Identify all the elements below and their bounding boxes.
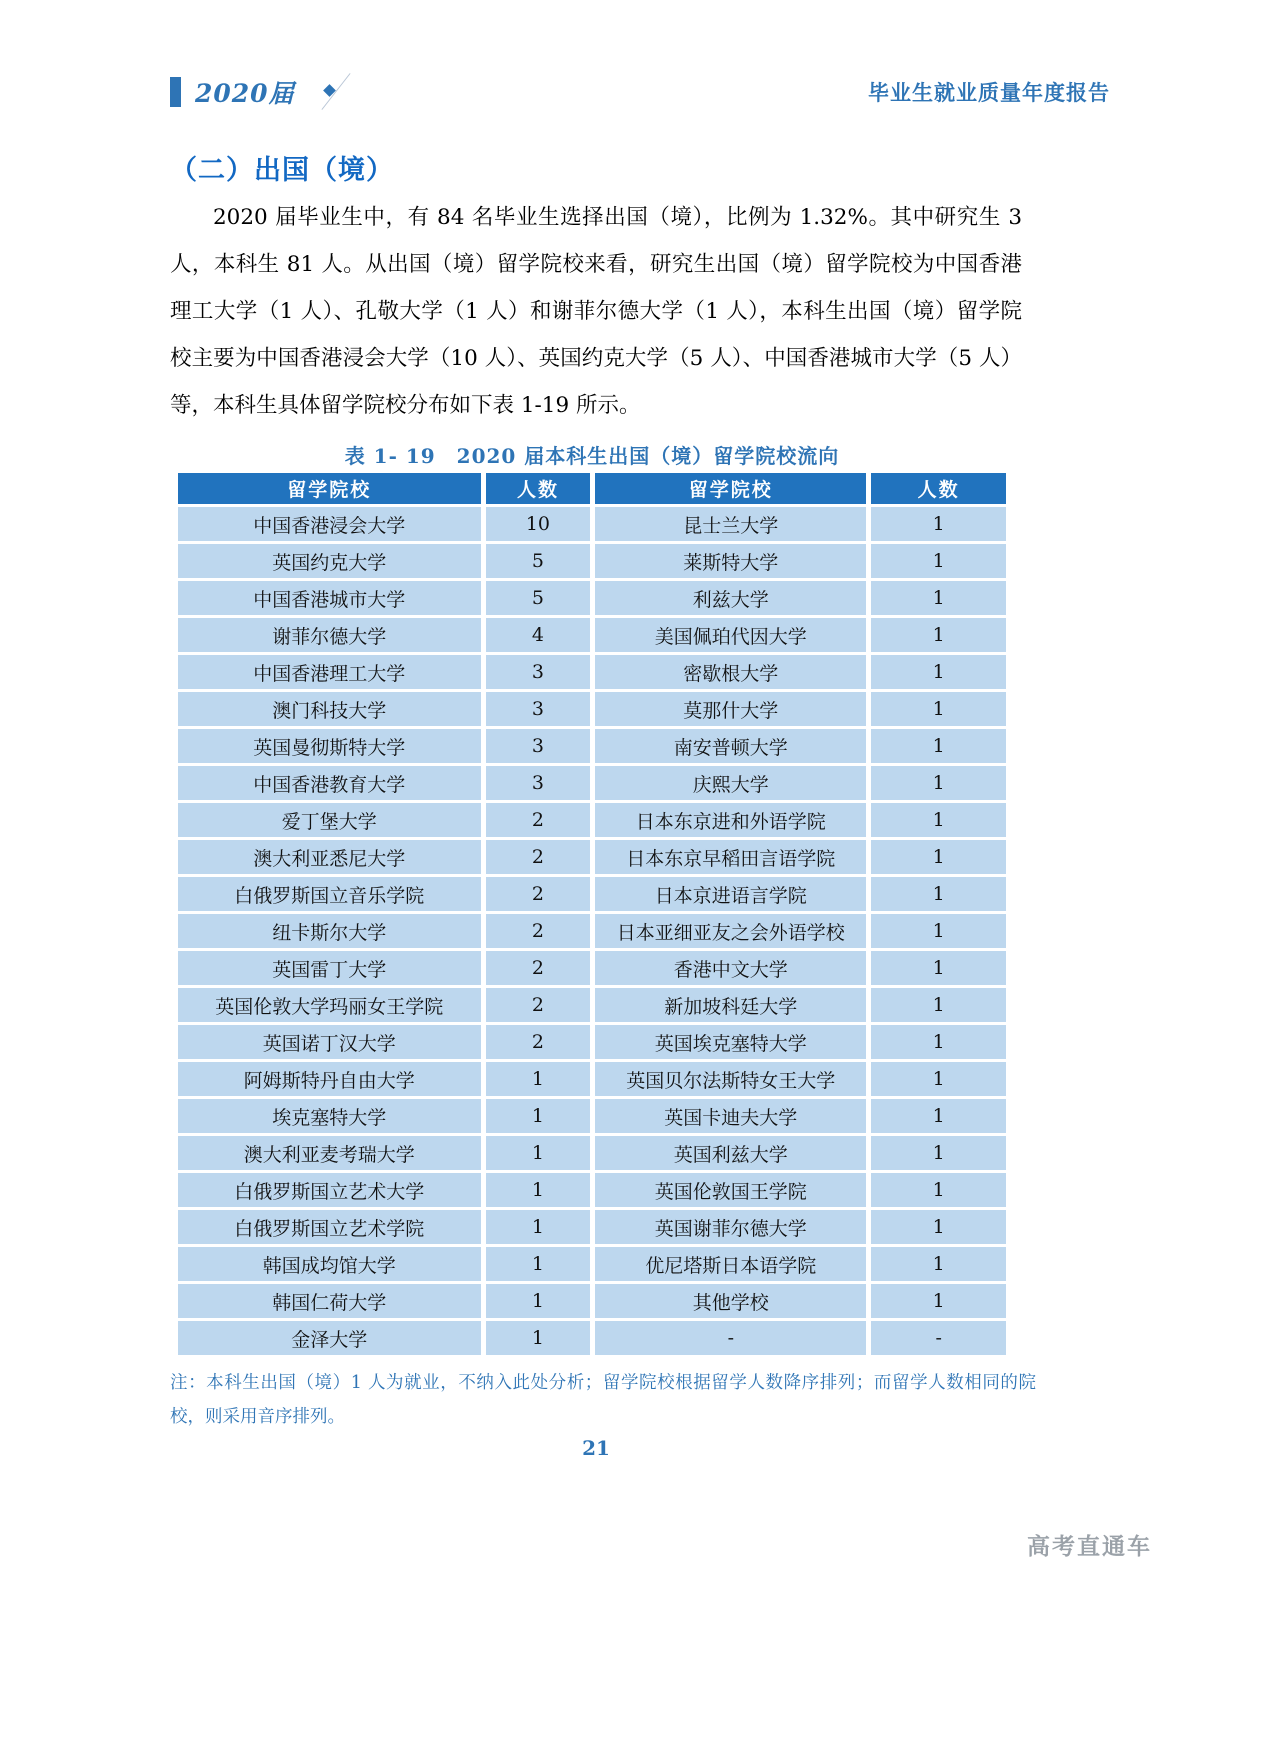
school-cell: 中国香港教育大学 <box>178 766 481 800</box>
count-cell: 1 <box>486 1136 591 1170</box>
count-cell: 1 <box>486 1210 591 1244</box>
count-cell: 3 <box>486 766 591 800</box>
count-cell: 1 <box>486 1062 591 1096</box>
table-row <box>178 729 1006 763</box>
school-cell: 香港中文大学 <box>595 951 866 985</box>
school-cell: 金泽大学 <box>178 1321 481 1355</box>
school-cell: 日本亚细亚友之会外语学校 <box>595 914 866 948</box>
table-row <box>178 803 1006 837</box>
count-cell: 1 <box>871 692 1006 726</box>
school-cell: 澳大利亚悉尼大学 <box>178 840 481 874</box>
table-row <box>178 877 1006 911</box>
section-title: （二）出国（境） <box>170 155 394 186</box>
count-cell: 1 <box>871 1099 1006 1133</box>
count-cell: 1 <box>486 1321 591 1355</box>
school-cell: 英国贝尔法斯特女王大学 <box>595 1062 866 1096</box>
school-cell: 澳大利亚麦考瑞大学 <box>178 1136 481 1170</box>
table-row <box>178 1284 1006 1318</box>
school-cell: 白俄罗斯国立音乐学院 <box>178 877 481 911</box>
table-row <box>178 581 1006 615</box>
count-cell: 1 <box>871 1025 1006 1059</box>
table-row <box>178 766 1006 800</box>
page-number: 21 <box>582 1436 610 1460</box>
count-cell: 1 <box>871 1136 1006 1170</box>
school-cell: 中国香港理工大学 <box>178 655 481 689</box>
count-cell: 1 <box>871 507 1006 541</box>
count-cell: 2 <box>486 951 591 985</box>
school-cell: 韩国仁荷大学 <box>178 1284 481 1318</box>
table-row <box>178 544 1006 578</box>
school-cell: 英国约克大学 <box>178 544 481 578</box>
school-cell: 中国香港城市大学 <box>178 581 481 615</box>
school-cell: 英国卡迪夫大学 <box>595 1099 866 1133</box>
school-cell: 阿姆斯特丹自由大学 <box>178 1062 481 1096</box>
count-cell: 1 <box>871 1062 1006 1096</box>
school-cell: 澳门科技大学 <box>178 692 481 726</box>
school-cell: 韩国成均馆大学 <box>178 1247 481 1281</box>
table-row <box>178 1321 1006 1355</box>
slash-decoration-icon <box>309 72 357 112</box>
school-cell: 英国雷丁大学 <box>178 951 481 985</box>
table-row <box>178 951 1006 985</box>
school-cell: 英国谢菲尔德大学 <box>595 1210 866 1244</box>
count-cell: 1 <box>871 655 1006 689</box>
table-header-row <box>178 473 1006 504</box>
count-cell: 1 <box>871 544 1006 578</box>
report-title: 毕业生就业质量年度报告 <box>868 81 1110 105</box>
header-school-right: 留学院校 <box>595 473 866 504</box>
table-row <box>178 618 1006 652</box>
header-school-left: 留学院校 <box>178 473 481 504</box>
count-cell: 1 <box>871 1210 1006 1244</box>
count-cell: 1 <box>871 988 1006 1022</box>
count-cell: 1 <box>486 1247 591 1281</box>
school-cell: 白俄罗斯国立艺术大学 <box>178 1173 481 1207</box>
count-cell: 1 <box>871 1284 1006 1318</box>
page-header <box>170 72 1110 112</box>
school-cell: 日本东京早稻田言语学院 <box>595 840 866 874</box>
count-cell: 1 <box>871 914 1006 948</box>
school-cell: 莱斯特大学 <box>595 544 866 578</box>
header-count-right: 人数 <box>871 473 1006 504</box>
count-cell: 1 <box>871 1247 1006 1281</box>
school-cell: 其他学校 <box>595 1284 866 1318</box>
body-paragraph: 2020 届毕业生中，有 84 名毕业生选择出国（境），比例为 1.32%。其中研究生 3 人，本科生 81 人。从出国（境）留学院校来看，研究生出国（境）留学院校为中国香港理工大学（1 人）、孔敬大学（1 人）和谢菲尔德大学（1 人），本科生出国（境）留学院校主要为中国香港浸会大学（10 人）、英国约克大学（5 人）、中国香港城市大学（5 人）等，本科生具体留学院校分布如下表 1-19 所示。 <box>170 205 1022 418</box>
school-cell: 优尼塔斯日本语学院 <box>595 1247 866 1281</box>
study-abroad-table <box>173 470 1011 1358</box>
school-cell: 新加坡科廷大学 <box>595 988 866 1022</box>
count-cell: 2 <box>486 803 591 837</box>
count-cell: 1 <box>871 729 1006 763</box>
table-row <box>178 655 1006 689</box>
school-cell: 日本东京进和外语学院 <box>595 803 866 837</box>
count-cell: 3 <box>486 692 591 726</box>
count-cell: 1 <box>871 766 1006 800</box>
school-cell: 谢菲尔德大学 <box>178 618 481 652</box>
table-row <box>178 988 1006 1022</box>
study-abroad-table-wrap <box>173 470 1011 1358</box>
table-row <box>178 692 1006 726</box>
count-cell: 1 <box>486 1284 591 1318</box>
count-cell: 1 <box>871 1173 1006 1207</box>
school-cell: 密歇根大学 <box>595 655 866 689</box>
school-cell: 埃克塞特大学 <box>178 1099 481 1133</box>
count-cell: 1 <box>486 1173 591 1207</box>
table-row <box>178 1099 1006 1133</box>
table-row <box>178 1062 1006 1096</box>
school-cell: - <box>595 1321 866 1355</box>
school-cell: 莫那什大学 <box>595 692 866 726</box>
school-cell: 南安普顿大学 <box>595 729 866 763</box>
count-cell: 2 <box>486 840 591 874</box>
school-cell: 爱丁堡大学 <box>178 803 481 837</box>
table-caption: 表 1- 19 2020 届本科生出国（境）留学院校流向 <box>344 444 840 468</box>
table-row <box>178 914 1006 948</box>
study-table-body <box>178 507 1006 1355</box>
count-cell: 1 <box>486 1099 591 1133</box>
count-cell: 1 <box>871 951 1006 985</box>
school-cell: 昆士兰大学 <box>595 507 866 541</box>
school-cell: 庆熙大学 <box>595 766 866 800</box>
count-cell: 4 <box>486 618 591 652</box>
table-row <box>178 840 1006 874</box>
school-cell: 英国伦敦大学玛丽女王学院 <box>178 988 481 1022</box>
school-cell: 日本京进语言学院 <box>595 877 866 911</box>
school-cell: 中国香港浸会大学 <box>178 507 481 541</box>
watermark-text: 高考直通车 <box>1027 1534 1152 1560</box>
header-count-left: 人数 <box>486 473 591 504</box>
table-row <box>178 1247 1006 1281</box>
count-cell: 1 <box>871 877 1006 911</box>
count-cell: 1 <box>871 581 1006 615</box>
count-cell: 5 <box>486 544 591 578</box>
count-cell: 1 <box>871 803 1006 837</box>
school-cell: 英国利兹大学 <box>595 1136 866 1170</box>
table-row <box>178 1136 1006 1170</box>
count-cell: - <box>871 1321 1006 1355</box>
count-cell: 2 <box>486 1025 591 1059</box>
count-cell: 1 <box>871 840 1006 874</box>
school-cell: 纽卡斯尔大学 <box>178 914 481 948</box>
count-cell: 10 <box>486 507 591 541</box>
school-cell: 利兹大学 <box>595 581 866 615</box>
header-accent-bar <box>170 77 181 107</box>
school-cell: 美国佩珀代因大学 <box>595 618 866 652</box>
table-row <box>178 1173 1006 1207</box>
school-cell: 白俄罗斯国立艺术学院 <box>178 1210 481 1244</box>
table-row <box>178 1025 1006 1059</box>
count-cell: 3 <box>486 729 591 763</box>
school-cell: 英国埃克塞特大学 <box>595 1025 866 1059</box>
header-year-label: 2020届 <box>195 79 295 108</box>
count-cell: 2 <box>486 914 591 948</box>
school-cell: 英国诺丁汉大学 <box>178 1025 481 1059</box>
school-cell: 英国曼彻斯特大学 <box>178 729 481 763</box>
table-row <box>178 1210 1006 1244</box>
count-cell: 3 <box>486 655 591 689</box>
count-cell: 5 <box>486 581 591 615</box>
count-cell: 2 <box>486 877 591 911</box>
table-row <box>178 507 1006 541</box>
count-cell: 2 <box>486 988 591 1022</box>
table-footnote: 注：本科生出国（境）1 人为就业，不纳入此处分析；留学院校根据留学人数降序排列；而留学人数相同的院校，则采用音序排列。 <box>170 1373 1036 1427</box>
count-cell: 1 <box>871 618 1006 652</box>
school-cell: 英国伦敦国王学院 <box>595 1173 866 1207</box>
